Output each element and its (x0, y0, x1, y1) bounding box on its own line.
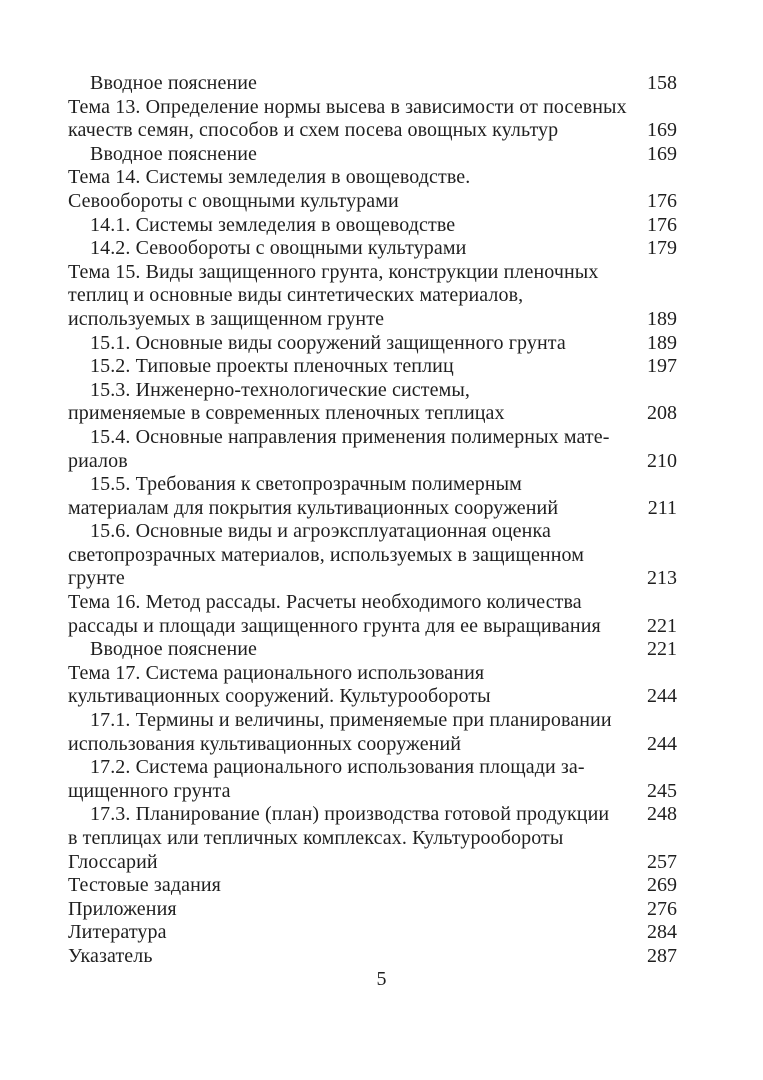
toc-line-page: 284 (647, 921, 677, 944)
toc-line-text: используемых в защищенном грунте (68, 307, 385, 330)
toc-line (68, 190, 677, 214)
toc-line (68, 591, 677, 615)
toc-line-text: Вводное пояснение (90, 72, 258, 94)
toc-line-text: использования культивационных сооружений (68, 732, 462, 755)
toc-line (68, 497, 677, 521)
toc-line-text: Тема 13. Определение нормы высева в зависимости от посевных (68, 95, 627, 118)
toc-line (68, 143, 677, 167)
toc-list (68, 72, 677, 969)
toc-line (68, 119, 677, 143)
toc-line-page: 221 (647, 638, 677, 661)
toc-line-page: 197 (647, 355, 677, 378)
toc-line (68, 803, 677, 827)
toc-line (68, 780, 677, 804)
toc-line-page: 176 (647, 213, 677, 236)
toc-line (68, 72, 677, 96)
toc-line (68, 756, 677, 780)
toc-line (68, 851, 677, 875)
toc-line (68, 945, 677, 969)
toc-line-text: 14.1. Системы земледелия в овощеводстве (90, 213, 456, 236)
toc-line (68, 827, 677, 851)
toc-line-page: 287 (647, 944, 677, 967)
toc-line-text: культивационных сооружений. Культурообороты (68, 685, 491, 708)
toc-line-page: 245 (647, 779, 677, 802)
toc-line (68, 733, 677, 757)
toc-line (68, 615, 677, 639)
toc-line-text: 17.2. Система рационального использования площади за- (90, 756, 585, 779)
toc-line-text: Тема 17. Система рационального использования (68, 661, 485, 684)
toc-line (68, 685, 677, 709)
toc-line (68, 567, 677, 591)
toc-line-text: 15.5. Требования к светопрозрачным полимерным (90, 473, 522, 496)
toc-line-text: качеств семян, способов и схем посева овощных культур (68, 119, 559, 142)
toc-line (68, 898, 677, 922)
toc-line-text: 14.2. Севообороты с овощными культурами (90, 237, 467, 260)
toc-line-text: Вводное пояснение (90, 638, 258, 661)
toc-line-text: щищенного грунта (68, 779, 231, 802)
toc-line-text: Тема 14. Системы земледелия в овощеводстве. (68, 166, 471, 189)
toc-line-text: риалов (68, 449, 128, 472)
toc-line (68, 355, 677, 379)
toc-line (68, 520, 677, 544)
toc-line-text: Тема 15. Виды защищенного грунта, конструкции пленочных (68, 260, 599, 283)
toc-line-text: 17.3. Планирование (план) производства готовой продукции (90, 803, 610, 826)
toc-line-page: 189 (647, 331, 677, 354)
toc-line (68, 332, 677, 356)
toc-line-page: 211 (647, 496, 677, 519)
toc-line-page: 176 (647, 189, 677, 212)
toc-line (68, 237, 677, 261)
toc-line-text: рассады и площади защищенного грунта для ее выращивания (68, 614, 601, 637)
toc-line-page: 248 (647, 803, 677, 826)
toc-line (68, 709, 677, 733)
toc-line (68, 662, 677, 686)
toc-line-text: 15.6. Основные виды и агроэксплуатационная оценка (90, 520, 551, 543)
toc-line-text: Указатель (68, 944, 153, 967)
toc-line-page: 244 (647, 732, 677, 755)
toc-line-page: 244 (647, 685, 677, 708)
toc-line-page: 257 (647, 850, 677, 873)
toc-line (68, 638, 677, 662)
toc-line-page: 276 (647, 897, 677, 920)
toc-line-text: теплиц и основные виды синтетических материалов, (68, 284, 524, 307)
toc-line-text: светопрозрачных материалов, используемых в защищенном (68, 543, 585, 566)
toc-line-text: 15.1. Основные виды сооружений защищенного грунта (90, 331, 566, 354)
toc-line-text: грунте (68, 567, 125, 590)
toc-line-text: Тестовые задания (68, 874, 221, 897)
toc-line (68, 166, 677, 190)
toc-line-page: 158 (647, 72, 677, 94)
toc-line (68, 473, 677, 497)
toc-line-text: 17.1. Термины и величины, применяемые при планировании (90, 709, 612, 732)
page-number: 5 (376, 968, 387, 990)
toc-line-text: в теплицах или тепличных комплексах. Культурообороты (68, 827, 564, 849)
toc-line (68, 214, 677, 238)
toc-line-text: материалам для покрытия культивационных сооружений (68, 496, 559, 519)
toc-line (68, 402, 677, 426)
toc-line (68, 874, 677, 898)
toc-line-text: Глоссарий (68, 850, 158, 873)
toc-line (68, 96, 677, 120)
toc-line (68, 450, 677, 474)
toc-line-text: 15.3. Инженерно-технологические системы, (90, 378, 470, 401)
toc-line-page: 210 (647, 449, 677, 472)
toc-line-page: 213 (647, 567, 677, 590)
toc-line (68, 921, 677, 945)
toc-line-page: 169 (647, 119, 677, 142)
toc-line-text: Литература (68, 921, 167, 944)
toc-line (68, 284, 677, 308)
toc-line (68, 379, 677, 403)
toc-line-page: 169 (647, 142, 677, 165)
toc-line-text: Приложения (68, 897, 177, 920)
toc-line-page: 189 (647, 307, 677, 330)
toc-line-text: Вводное пояснение (90, 142, 258, 165)
toc-line-page: 179 (647, 237, 677, 260)
toc-line (68, 261, 677, 285)
toc-line (68, 426, 677, 450)
toc-line-page: 269 (647, 874, 677, 897)
toc-line-page: 221 (647, 614, 677, 637)
toc-line-text: Тема 16. Метод рассады. Расчеты необходимого количества (68, 591, 582, 614)
toc-line-text: Севообороты с овощными культурами (68, 189, 399, 212)
toc-line-text: 15.2. Типовые проекты пленочных теплиц (90, 355, 454, 378)
toc-line-page: 208 (647, 402, 677, 425)
toc-line (68, 308, 677, 332)
toc-line-text: 15.4. Основные направления применения полимерных мате- (90, 425, 610, 448)
toc-line-text: применяемые в современных пленочных теплицах (68, 402, 505, 425)
toc-line (68, 544, 677, 568)
